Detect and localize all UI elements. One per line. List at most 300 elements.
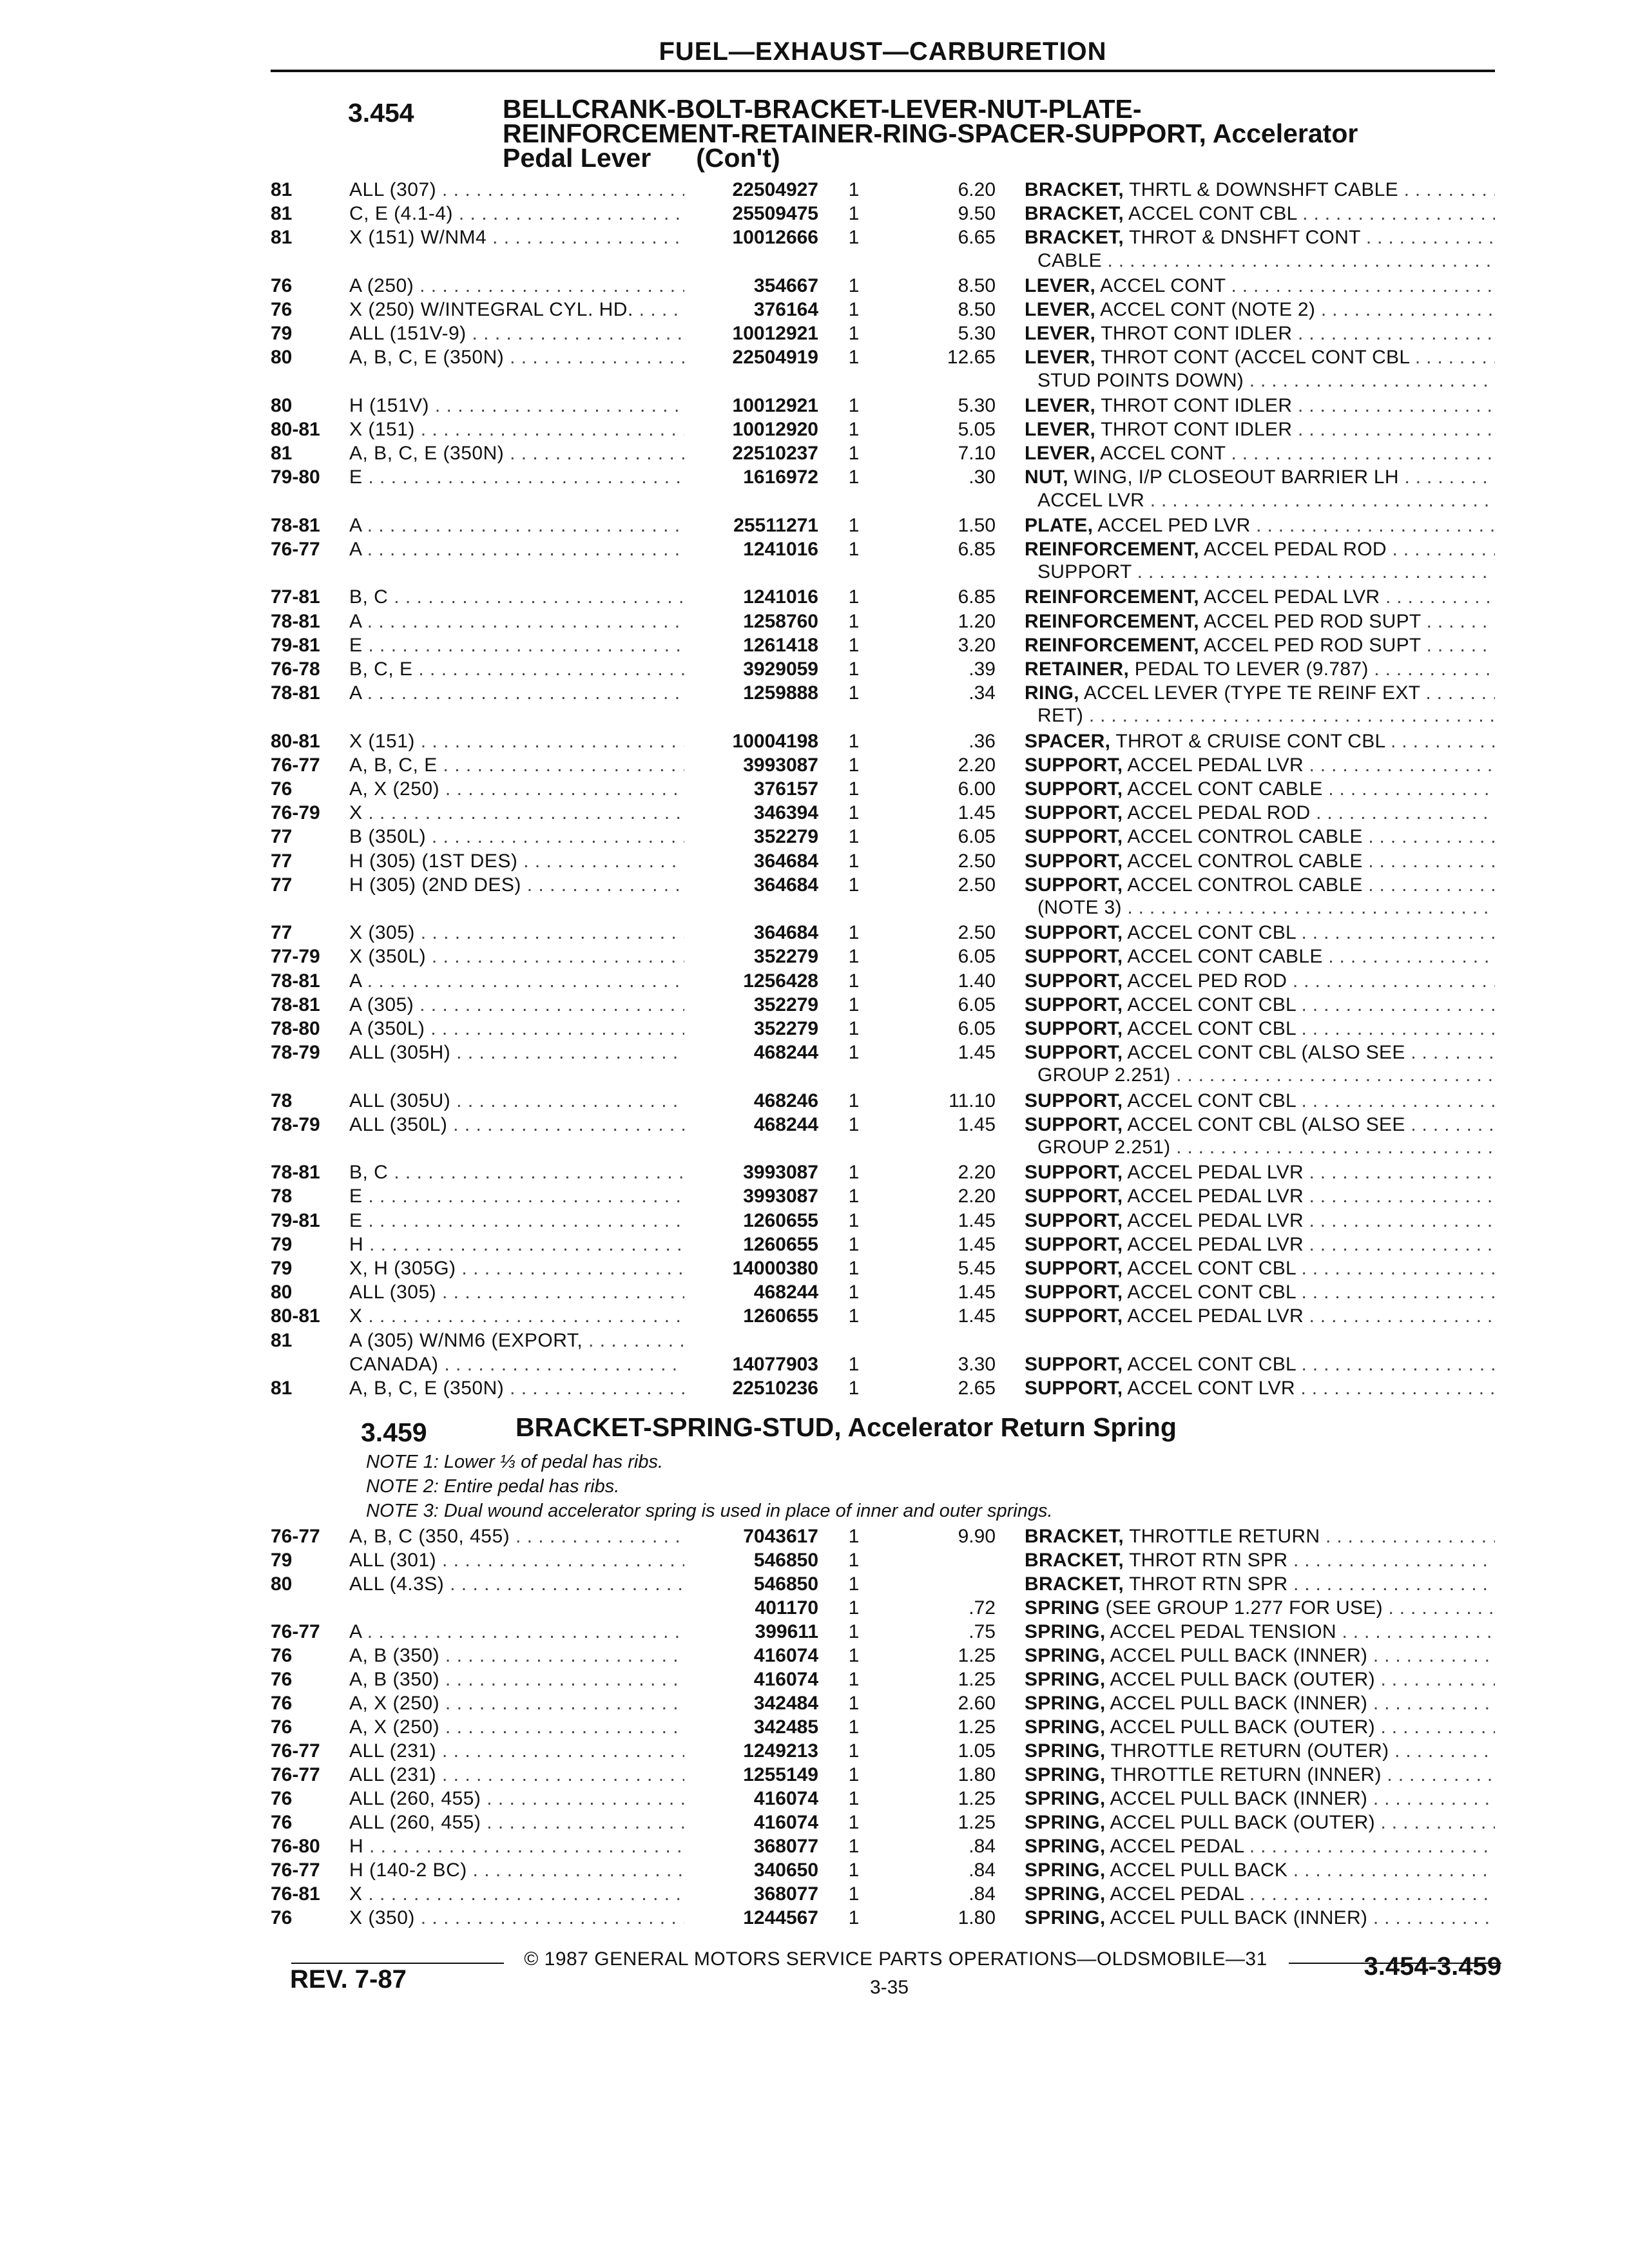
part-number: 3929059	[743, 658, 818, 680]
description	[1025, 202, 1495, 226]
part-number: 468244	[753, 1042, 818, 1064]
part-number: 14077903	[732, 1353, 818, 1375]
application: A (250) . . .	[349, 274, 684, 298]
part-number: 416074	[753, 1788, 818, 1809]
description-detail: THROT CONT IDLER	[1095, 394, 1293, 416]
quantity: 1	[848, 394, 860, 416]
table-row	[0, 1017, 1629, 1041]
description-detail: ACCEL CONT CBL	[1123, 922, 1296, 944]
table-row	[0, 777, 1629, 802]
table-row	[0, 1834, 1629, 1859]
description	[1025, 1691, 1495, 1716]
section-title-line-2: REINFORCEMENT-RETAINER-RING-SPACER-SUPPORT, Accelerator	[503, 119, 1358, 148]
model-years: 79	[271, 1550, 293, 1571]
description	[1025, 1089, 1495, 1113]
part-number: 364684	[753, 850, 818, 872]
part-number: 468244	[753, 1282, 818, 1303]
quantity: 1	[848, 1573, 860, 1595]
model-years: 79	[271, 1233, 293, 1255]
model-years: 76	[271, 778, 293, 800]
description-detail: ACCEL CONT CBL	[1123, 1282, 1296, 1303]
price: 2.50	[958, 850, 996, 872]
model-years: 78-81	[271, 994, 320, 1015]
model-years: 79	[271, 323, 293, 345]
section-number-3459: 3.459	[361, 1418, 427, 1447]
description-noun: LEVER,	[1025, 419, 1096, 440]
part-number: 1261418	[743, 634, 818, 656]
description-noun: SPRING,	[1025, 1836, 1106, 1857]
description-detail: THROT CONT (ACCEL CONT CBL	[1095, 347, 1410, 369]
price: 1.25	[958, 1788, 996, 1809]
description-detail: ACCEL CONT LVR	[1123, 1378, 1295, 1399]
quantity: 1	[848, 1788, 860, 1809]
model-years: 78-81	[271, 514, 320, 536]
part-number: 1260655	[743, 1233, 818, 1255]
description-noun: SUPPORT,	[1025, 1162, 1123, 1184]
part-number: 25511271	[733, 514, 818, 536]
price: .34	[969, 682, 996, 704]
model-years: 80	[271, 1282, 293, 1303]
application: A, X (250) . . .	[349, 1715, 684, 1740]
quantity: 1	[848, 922, 860, 944]
description-noun: SUPPORT,	[1025, 826, 1123, 848]
part-number: 399611	[755, 1621, 818, 1642]
quantity: 1	[848, 1621, 860, 1642]
description-detail: ACCEL PULL BACK	[1105, 1860, 1288, 1881]
description	[1025, 1352, 1495, 1377]
note-3: NOTE 3: Dual wound accelerator spring is used in place of inner and outer springs.	[366, 1501, 1053, 1521]
model-years: 76	[271, 1788, 293, 1809]
application: H (151V) . . .	[349, 394, 684, 418]
application: E . . .	[349, 633, 684, 658]
price: 6.85	[958, 586, 996, 608]
table-row	[0, 1739, 1629, 1763]
section-title-3459	[516, 1412, 1177, 1442]
description	[1025, 633, 1495, 658]
table-row	[0, 801, 1629, 825]
quantity: 1	[848, 1209, 860, 1231]
price: 6.85	[958, 539, 996, 560]
application: A (350L) . . .	[349, 1017, 684, 1041]
table-row	[0, 465, 1629, 490]
section-number-3454: 3.454	[348, 98, 414, 128]
description	[1025, 1041, 1495, 1065]
quantity: 1	[848, 1597, 860, 1619]
quantity: 1	[848, 682, 860, 704]
table-row	[0, 1280, 1629, 1305]
description-noun: SUPPORT,	[1025, 1282, 1123, 1303]
price: 1.25	[958, 1812, 996, 1833]
quantity: 1	[848, 1018, 860, 1039]
application: E . . .	[349, 465, 684, 490]
table-row	[0, 849, 1629, 874]
application: A, B, C, E . . .	[349, 753, 684, 778]
table-row	[0, 1256, 1629, 1281]
description-detail: WING, I/P CLOSEOUT BARRIER LH	[1068, 466, 1399, 488]
price: 5.30	[958, 394, 996, 416]
table-row	[0, 1041, 1629, 1065]
description	[1025, 1113, 1495, 1137]
model-years: 77-79	[271, 946, 320, 968]
description-detail: ACCEL PED ROD SUPT	[1199, 634, 1421, 656]
application: H (305) (1ST DES) . . .	[349, 849, 684, 874]
continued-label: (Con't)	[696, 143, 780, 173]
quantity: 1	[848, 419, 860, 440]
model-years: 76-80	[271, 1836, 320, 1857]
description-noun: LEVER,	[1025, 347, 1096, 369]
description-noun: SPRING,	[1025, 1669, 1106, 1690]
description	[1025, 226, 1495, 250]
description	[1025, 825, 1495, 849]
description-detail: THROT RTN SPR	[1124, 1550, 1288, 1571]
description-noun: SPRING,	[1025, 1788, 1106, 1809]
part-number: 546850	[753, 1550, 818, 1571]
model-years: 80	[271, 394, 293, 416]
description-detail: ACCEL CONTROL CABLE	[1123, 826, 1363, 848]
quantity: 1	[848, 1550, 860, 1571]
description-noun: SPRING,	[1025, 1740, 1106, 1762]
quantity: 1	[848, 1669, 860, 1690]
note-2: NOTE 2: Entire pedal has ribs.	[366, 1476, 620, 1497]
description-detail: ACCEL PEDAL LVR	[1123, 1162, 1304, 1184]
description-detail: ACCEL PEDAL TENSION	[1105, 1621, 1336, 1642]
description	[1025, 1739, 1495, 1763]
table-row	[0, 1787, 1629, 1811]
footer-copyright: © 1987 GENERAL MOTORS SERVICE PARTS OPERATIONS—OLDSMOBILE—31	[524, 1948, 1268, 1970]
quantity: 1	[848, 1258, 860, 1279]
price: 5.05	[958, 419, 996, 440]
quantity: 1	[848, 658, 860, 680]
price: 5.30	[958, 323, 996, 345]
description-detail: ACCEL PEDAL	[1105, 1836, 1244, 1857]
model-years: 77	[271, 850, 293, 872]
description-noun: REINFORCEMENT,	[1025, 634, 1199, 656]
price: 8.50	[958, 274, 996, 296]
quantity: 1	[848, 274, 860, 296]
table-row	[0, 921, 1629, 945]
table-row	[0, 418, 1629, 442]
part-number: 1260655	[743, 1209, 818, 1231]
application: H . . .	[349, 1834, 684, 1859]
model-years: 80-81	[271, 1305, 320, 1327]
description-detail: ACCEL CONT CBL	[1123, 1258, 1296, 1279]
description-noun: BRACKET,	[1025, 227, 1124, 249]
part-number: 10012920	[732, 419, 818, 440]
table-row	[0, 202, 1629, 226]
part-number: 364684	[753, 874, 818, 896]
description	[1025, 610, 1495, 634]
model-years: 76-77	[271, 754, 320, 776]
description	[1025, 274, 1495, 298]
model-years: 79-81	[271, 634, 320, 656]
description	[1025, 441, 1495, 466]
description-detail: ACCEL PEDAL ROD	[1123, 802, 1311, 824]
application: A . . .	[349, 514, 684, 538]
model-years: 77	[271, 922, 293, 944]
model-years: 78-80	[271, 1018, 320, 1039]
description	[1025, 1304, 1495, 1329]
price: 1.45	[958, 1209, 996, 1231]
price: 9.90	[958, 1526, 996, 1547]
description	[1025, 945, 1495, 969]
quantity: 1	[848, 754, 860, 776]
application: X (350L) . . .	[349, 945, 684, 969]
price: .75	[969, 1621, 996, 1642]
description	[1025, 969, 1495, 994]
description-noun: LEVER,	[1025, 299, 1096, 320]
model-years: 76	[271, 274, 293, 296]
description-detail: THROTTLE RETURN	[1124, 1526, 1320, 1547]
price: 6.05	[958, 946, 996, 968]
application: A, B, C, E (350N) . . .	[349, 345, 684, 370]
part-number: 546850	[753, 1573, 818, 1595]
model-years: 80	[271, 1573, 293, 1595]
application: X (151) . . .	[349, 418, 684, 442]
model-years: 78	[271, 1186, 293, 1207]
description-noun: REINFORCEMENT,	[1025, 586, 1199, 608]
quantity: 1	[848, 1860, 860, 1881]
description	[1025, 1256, 1495, 1281]
table-row	[0, 1763, 1629, 1787]
application: X (305) . . .	[349, 921, 684, 945]
quantity: 1	[848, 730, 860, 752]
price: 2.50	[958, 922, 996, 944]
price: 6.00	[958, 778, 996, 800]
section-title-line-3	[503, 143, 1358, 173]
description-noun: BRACKET,	[1025, 203, 1124, 225]
price: 9.50	[958, 203, 996, 225]
model-years: 81	[271, 179, 293, 200]
quantity: 1	[848, 634, 860, 656]
application: A, B, C (350, 455) . . .	[349, 1524, 684, 1549]
description-noun: BRACKET,	[1025, 1526, 1124, 1547]
model-years: 78-81	[271, 682, 320, 704]
part-number: 364684	[753, 922, 818, 944]
description	[1025, 801, 1495, 825]
description	[1025, 537, 1495, 562]
application: X . . .	[349, 801, 684, 825]
part-number: 22504919	[732, 347, 818, 369]
description-noun: SUPPORT,	[1025, 754, 1123, 776]
application: ALL (231) . . .	[349, 1739, 684, 1763]
description-noun: SUPPORT,	[1025, 1018, 1123, 1039]
quantity: 1	[848, 1378, 860, 1399]
price: 1.45	[958, 1113, 996, 1135]
model-years: 80-81	[271, 419, 320, 440]
model-years: 76	[271, 1669, 293, 1690]
description-noun: SPRING,	[1025, 1764, 1106, 1785]
application: A, X (250) . . .	[349, 1691, 684, 1716]
description-noun: SPRING,	[1025, 1645, 1106, 1666]
description	[1025, 1376, 1495, 1401]
price: 1.80	[958, 1907, 996, 1928]
table-row	[0, 537, 1629, 562]
application: ALL (301) . . .	[349, 1548, 684, 1573]
application: B, C . . .	[349, 1160, 684, 1185]
description-noun: SUPPORT,	[1025, 1090, 1123, 1111]
part-number: 3993087	[743, 1186, 818, 1207]
quantity: 1	[848, 203, 860, 225]
description	[1025, 921, 1495, 945]
application: A, X (250) . . .	[349, 777, 684, 802]
price: .36	[969, 730, 996, 752]
description-noun: SUPPORT,	[1025, 1113, 1123, 1135]
description-noun: SPRING,	[1025, 1860, 1106, 1881]
description	[1025, 178, 1495, 202]
description	[1025, 1620, 1495, 1644]
model-years: 81	[271, 1329, 293, 1351]
part-number: 468246	[753, 1090, 818, 1111]
table-row	[0, 274, 1629, 298]
part-number: 352279	[753, 826, 818, 848]
description	[1025, 873, 1495, 898]
table-row	[0, 322, 1629, 346]
table-row	[0, 633, 1629, 658]
description-noun: SUPPORT,	[1025, 946, 1123, 968]
description	[1025, 1596, 1495, 1620]
description-noun: SUPPORT,	[1025, 922, 1123, 944]
model-years: 76-77	[271, 1860, 320, 1881]
description-noun: SPACER,	[1025, 730, 1111, 752]
section-title-line-3-text: Pedal Lever	[503, 143, 651, 173]
price: 2.20	[958, 1162, 996, 1184]
description-detail: ACCEL PEDAL LVR	[1199, 586, 1380, 608]
model-years: 76	[271, 1716, 293, 1738]
description	[1025, 1715, 1495, 1740]
quantity: 1	[848, 1693, 860, 1714]
application: A (305) . . .	[349, 993, 684, 1017]
application: ALL (305H) . . .	[349, 1041, 684, 1065]
footer-revision: REV. 7-87	[290, 1965, 407, 1994]
model-years: 76-78	[271, 658, 320, 680]
footer-left-rule	[291, 1963, 504, 1964]
quantity: 1	[848, 539, 860, 560]
price: 6.05	[958, 994, 996, 1015]
part-number: 368077	[753, 1836, 818, 1857]
part-number: 1249213	[743, 1740, 818, 1762]
description	[1025, 1882, 1495, 1907]
model-years: 80	[271, 347, 293, 369]
model-years: 78-81	[271, 1162, 320, 1184]
section-title-3459-main: BRACKET-SPRING-STUD,	[516, 1412, 842, 1442]
description-noun: SUPPORT,	[1025, 1186, 1123, 1207]
price: 11.10	[949, 1090, 996, 1111]
quantity: 1	[848, 1907, 860, 1928]
description	[1025, 1906, 1495, 1930]
model-years: 76-77	[271, 1764, 320, 1785]
model-years: 76-77	[271, 539, 320, 560]
table-row	[0, 1548, 1629, 1573]
application: E . . .	[349, 1184, 684, 1209]
part-number: 352279	[753, 1018, 818, 1039]
application: X (350) . . .	[349, 1906, 684, 1930]
model-years: 79-80	[271, 466, 320, 488]
description-detail: ACCEL PEDAL LVR	[1123, 1186, 1304, 1207]
note-1: NOTE 1: Lower ⅓ of pedal has ribs.	[366, 1452, 663, 1472]
price: .39	[969, 658, 996, 680]
part-number: 354667	[753, 274, 818, 296]
description-detail: THROT & DNSHFT CONT	[1124, 227, 1361, 249]
quantity: 1	[848, 1645, 860, 1666]
description-detail: THROT CONT IDLER	[1095, 323, 1293, 345]
part-number: 10004198	[732, 730, 818, 752]
quantity: 1	[848, 179, 860, 200]
model-years: 80-81	[271, 730, 320, 752]
quantity: 1	[848, 1353, 860, 1375]
table-row	[0, 610, 1629, 634]
model-years: 81	[271, 227, 293, 249]
description-noun: SPRING,	[1025, 1812, 1106, 1833]
price: 3.20	[958, 634, 996, 656]
table-row	[0, 681, 1629, 706]
price: 8.50	[958, 299, 996, 320]
model-years: 77	[271, 874, 293, 896]
description-noun: SUPPORT,	[1025, 1305, 1123, 1327]
model-years: 78	[271, 1090, 293, 1111]
part-number: 3993087	[743, 754, 818, 776]
quantity: 1	[848, 1812, 860, 1833]
description-detail: ACCEL PULL BACK (INNER)	[1105, 1788, 1368, 1809]
model-years: 76	[271, 1812, 293, 1833]
description-detail: THROTTLE RETURN (INNER)	[1105, 1764, 1382, 1785]
description	[1025, 729, 1495, 754]
description-detail: ACCEL CONT CBL	[1123, 1353, 1296, 1375]
description-noun: SUPPORT,	[1025, 1353, 1123, 1375]
part-number: 352279	[753, 946, 818, 968]
section-title-3459-sub: Accelerator Return Spring	[841, 1412, 1177, 1442]
price: 1.45	[958, 802, 996, 824]
price: 1.45	[958, 1042, 996, 1064]
part-number: 368077	[753, 1883, 818, 1905]
part-number: 376164	[753, 299, 818, 320]
description-noun: SUPPORT,	[1025, 802, 1123, 824]
model-years: 81	[271, 203, 293, 225]
description-detail: THROT CONT IDLER	[1095, 419, 1293, 440]
part-number: 340650	[753, 1860, 818, 1881]
price: 1.20	[958, 610, 996, 632]
table-row	[0, 394, 1629, 418]
price: 2.50	[958, 874, 996, 896]
model-years: 78-81	[271, 610, 320, 632]
description-detail: ACCEL PULL BACK (OUTER)	[1105, 1669, 1375, 1690]
application: E . . .	[349, 1209, 684, 1233]
price: 1.25	[958, 1716, 996, 1738]
model-years: 77-81	[271, 586, 320, 608]
model-years: 76	[271, 1693, 293, 1714]
application: A, B, C, E (350N) . . .	[349, 441, 684, 466]
table-row	[0, 1644, 1629, 1668]
description-detail: ACCEL CONT CABLE	[1123, 946, 1323, 968]
description	[1025, 1280, 1495, 1305]
price: 1.80	[958, 1764, 996, 1785]
price: 2.65	[958, 1378, 996, 1399]
application: B, C, E . . .	[349, 657, 684, 682]
description-noun: SPRING	[1025, 1597, 1100, 1619]
part-number: 22510237	[732, 443, 818, 465]
price: .30	[969, 466, 996, 488]
part-number: 3993087	[743, 1162, 818, 1184]
price: 1.45	[958, 1282, 996, 1303]
part-number: 10012921	[732, 323, 818, 345]
table-row	[0, 873, 1629, 898]
description-detail: ACCEL CONT CBL	[1123, 994, 1296, 1015]
part-number: 342485	[753, 1716, 818, 1738]
application: X (250) W/INTEGRAL CYL. HD. . . .	[349, 298, 684, 322]
quantity: 1	[848, 1716, 860, 1738]
application: H . . .	[349, 1233, 684, 1257]
description	[1025, 1644, 1495, 1668]
application: X . . .	[349, 1304, 684, 1329]
